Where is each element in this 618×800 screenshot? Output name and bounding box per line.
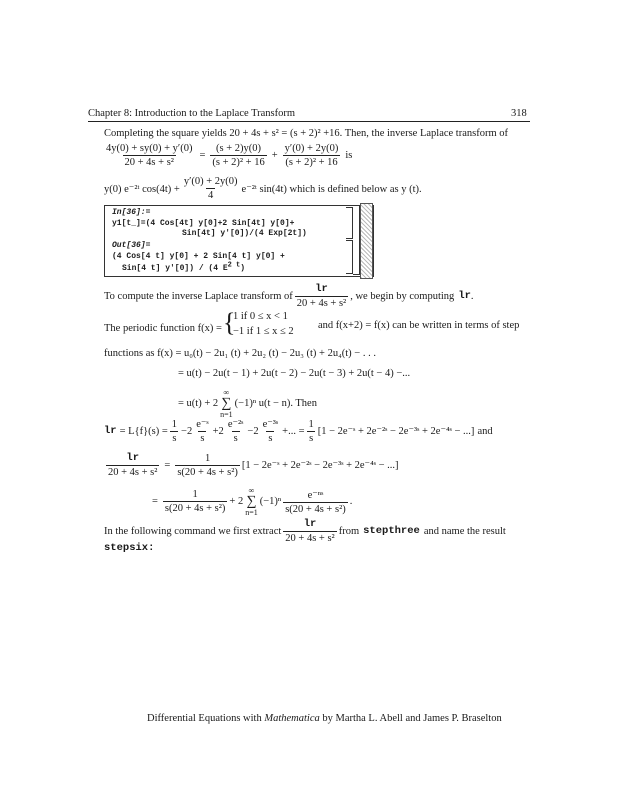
header-rule bbox=[88, 121, 530, 122]
input-code-line-1[interactable]: y1[t_]=(4 Cos[4t] y[0]+2 Sin[4t] y[0]+ bbox=[112, 219, 295, 228]
piecewise-case-2: −1 if 1 ≤ x ≤ 2 bbox=[233, 326, 294, 337]
output-line-2: Sin[4 t] y'[0]) / (4 $E^{2 t}$) bbox=[122, 261, 246, 273]
output-cell-bracket[interactable] bbox=[346, 240, 353, 274]
output-label: Out[36]= bbox=[112, 241, 151, 250]
periodic-function-label: The periodic function f(x) = bbox=[104, 323, 222, 334]
paragraph-extract: In the following command we first extract $\frac{lr}{\text{20 + 4s + s²}}$ from stepthree and name the result bbox=[104, 518, 506, 544]
fraction: $\frac{1}{s}$ bbox=[308, 418, 314, 444]
fraction: $\frac{(s + 2)y(0)}{\text{(s + 2)² + 16}}$ bbox=[212, 143, 265, 168]
fraction: $\frac{\text{e⁻²ˢ}}{s}$ bbox=[227, 419, 244, 444]
piecewise-case-1: 1 if 0 ≤ x < 1 bbox=[233, 311, 288, 322]
fraction: $\frac{y'(0) + 2y(0)}{\text{(s + 2)² + 16}}$ bbox=[284, 143, 339, 168]
fraction: $\frac{y'(0) + 2y(0)}{4}$ bbox=[183, 176, 238, 201]
input-label: In[36]:= bbox=[112, 208, 151, 217]
code-stepsix: stepsix: bbox=[104, 542, 155, 554]
fraction: $\frac{1}{\text{s(20 + 4s + s²)}}$ bbox=[164, 489, 226, 514]
fraction: $\frac{lr}{\text{20 + 4s + s²}}$ bbox=[285, 518, 335, 544]
equation-step-expansion: = u(t) − 2u(t − 1) + 2u(t − 2) − 2u(t − 3) + 2u(t − 4) −... bbox=[178, 368, 411, 379]
fraction: $\frac{\text{e⁻³ˢ}}{s}$ bbox=[262, 419, 279, 444]
equation-step-sum: = u(t) + 2 ∞ ∑ n=1 (−1)ⁿ u(t − n). Then bbox=[178, 388, 317, 419]
group-cell-bracket[interactable] bbox=[353, 205, 360, 275]
equation-laplace-fraction: $\frac{4y(0) + sy(0) + y'(0)}{\text{20 + 4s + s²}}$ = $\frac{(s + 2)y(0)}{\text{(s + 2)² + 16}}$ + $\frac{y'(0) + 2y(0)}{\text{(s + 2)² + 16}}$ is bbox=[106, 143, 353, 168]
paragraph-inverse-lr: To compute the inverse Laplace transform of $\frac{lr}{\text{20 + 4s + s²}}$ , we begin by computing lr . bbox=[104, 283, 474, 309]
chapter-title: Chapter 8: Introduction to the Laplace Transform bbox=[88, 108, 296, 119]
fraction: $\frac{\text{e⁻ⁿˢ}}{\text{s(20 + 4s + s²)}}$ bbox=[285, 489, 346, 515]
piecewise-brace: { bbox=[223, 308, 236, 337]
fraction: $\frac{lr}{\text{20 + 4s + s²}}$ bbox=[108, 452, 158, 478]
equation-lr-quotient: $\frac{lr}{\text{20 + 4s + s²}}$ = $\frac{1}{\text{s(20 + 4s + s²)}}$ [1 − 2e⁻ˢ + 2e⁻²ˢ − 2e⁻³ˢ + 2e⁻⁴ˢ − ...] bbox=[108, 452, 399, 478]
equation-y1-definition: y(0) e⁻²ᵗ cos(4t) + $\frac{y'(0) + 2y(0)}{4}$ e⁻²ᵗ sin(4t) which is defined below as y (t). bbox=[104, 176, 422, 201]
sum-symbol: ∞ ∑ n=1 bbox=[220, 388, 233, 419]
fraction: $\frac{1}{\text{s(20 + 4s + s²)}}$ bbox=[177, 452, 238, 478]
fraction: $\frac{lr}{\text{20 + 4s + s²}}$ bbox=[296, 283, 347, 309]
equation-lr-transform: lr = L{f}(s) = $\frac{1}{s}$ −2 $\frac{\text{e⁻ˢ}}{s}$ +2 $\frac{\text{e⁻²ˢ}}{s}$ −2 $\frac{\text{e⁻³ˢ}}{s}$ +... = $\frac{1}{s}$ [1 − 2e⁻ˢ + 2e⁻²ˢ − 2e⁻³ˢ + 2e⁻⁴ˢ − ...] and bbox=[104, 418, 493, 444]
step-function-line: functions as f(x) = u₀(t) − 2u₁ (t) + 2u₂ (t) − 2u₃ (t) + 2u₄(t) − . . . bbox=[104, 348, 376, 359]
notebook-scrollbar[interactable] bbox=[360, 203, 373, 279]
output-line-1: (4 Cos[4 t] y[0] + 2 Sin[4 t] y[0] + bbox=[112, 252, 285, 261]
footer-citation: Differential Equations with Mathematica by Martha L. Abell and James P. Braselton bbox=[147, 713, 502, 724]
fraction: $\frac{4y(0) + sy(0) + y'(0)}{\text{20 + 4s + s²}}$ bbox=[106, 143, 193, 168]
periodic-function-tail: and f(x+2) = f(x) can be written in terms of step bbox=[318, 320, 520, 331]
page-number: 318 bbox=[511, 108, 527, 119]
sum-symbol: ∞ ∑ n=1 bbox=[245, 486, 258, 517]
fraction: $\frac{\text{e⁻ˢ}}{s}$ bbox=[196, 419, 209, 444]
input-code-line-2[interactable]: Sin[4t] y'[0])/(4 Exp[2t]) bbox=[182, 229, 307, 238]
equation-lr-series: = $\frac{1}{\text{s(20 + 4s + s²)}}$ + 2 ∞ ∑ n=1 (−1)ⁿ $\frac{\text{e⁻ⁿˢ}}{\text{s(20 + 4s + s²)}}$ . bbox=[152, 486, 353, 517]
fraction: $\frac{1}{s}$ bbox=[171, 418, 178, 444]
input-cell-bracket[interactable] bbox=[346, 207, 353, 239]
paragraph-completing-square: Completing the square yields 20 + 4s + s² = (s + 2)² +16. Then, the inverse Laplace transform of bbox=[104, 128, 508, 139]
